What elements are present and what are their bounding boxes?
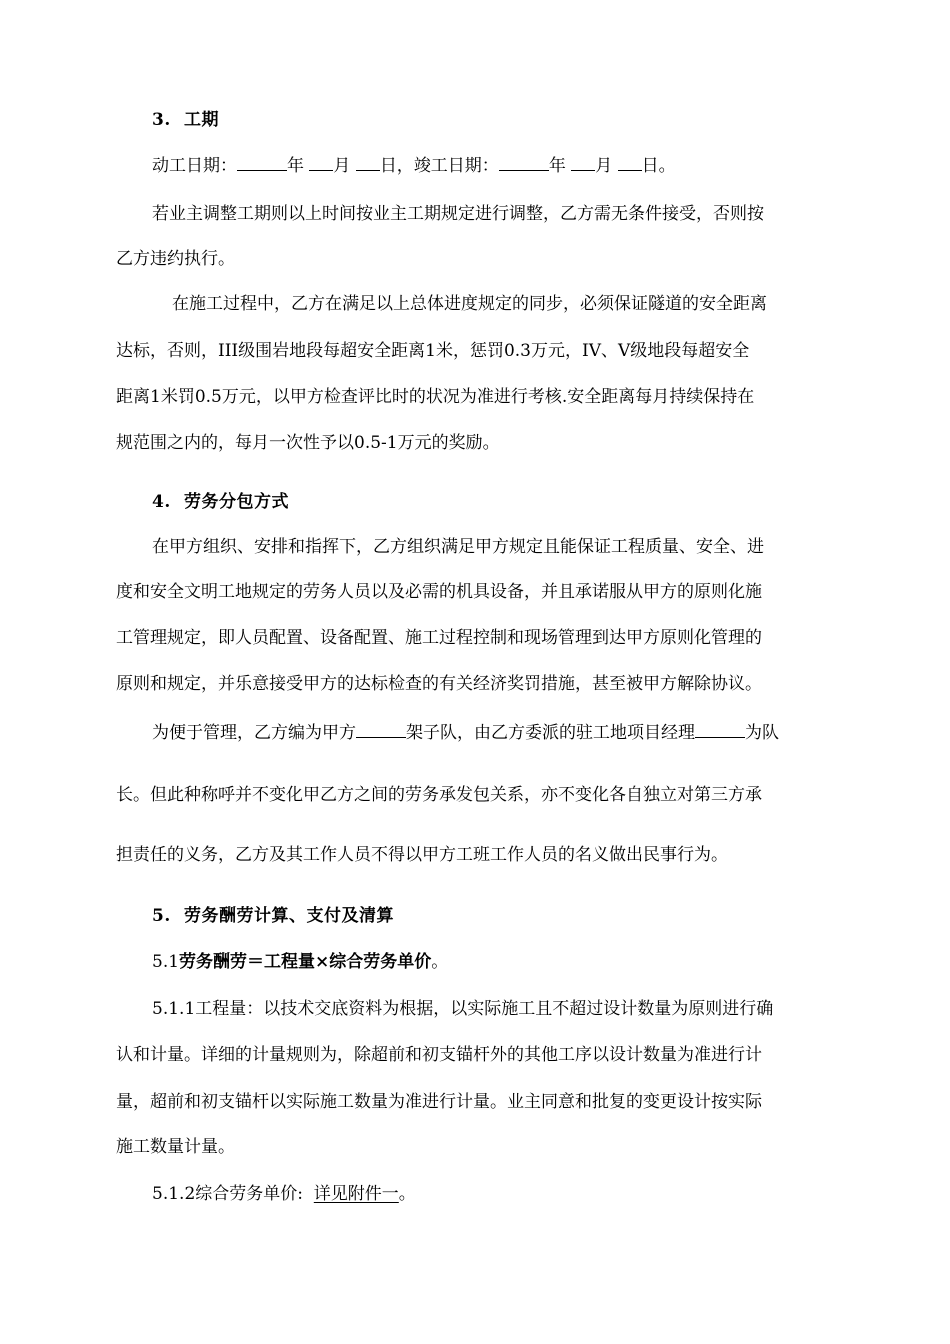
- formula-text: 劳务酬劳＝工程量×综合劳务单价: [179, 952, 432, 972]
- paragraph-line: 乙方违约执行。: [116, 249, 235, 269]
- blank-team-name: [356, 720, 406, 738]
- clause-number: 5.1: [152, 952, 180, 972]
- text-segment: 。: [431, 952, 449, 972]
- date-line: [152, 153, 676, 178]
- paragraph-line: 距离1米罚0.5万元，以甲方检查评比时的状况为准进行考核.安全距离每月持续保持在: [116, 387, 755, 407]
- blank-end-year: [499, 153, 549, 171]
- paragraph-line: 原则和规定，并乐意接受甲方的达标检查的有关经济奖罚措施，甚至被甲方解除协议。: [116, 674, 762, 694]
- blank-manager-name: [695, 720, 745, 738]
- blank-start-year: [237, 153, 287, 171]
- start-date-label: 动工日期：: [152, 156, 237, 176]
- section-4-heading: [152, 490, 289, 514]
- section-title: 劳务酬劳计算、支付及清算: [184, 906, 394, 926]
- paragraph-line: 在施工过程中，乙方在满足以上总体进度规定的同步，必须保证隧道的安全距离: [172, 294, 767, 314]
- end-year-label: 年: [548, 156, 566, 176]
- text-segment: 架子队，由乙方委派的驻工地项目经理: [406, 723, 695, 743]
- unit-price-line: [152, 1182, 416, 1206]
- blank-start-month: [309, 153, 333, 171]
- end-month-label: 月: [595, 156, 613, 176]
- paragraph-line: 若业主调整工期则以上时间按业主工期规定进行调整，乙方需无条件接受，否则按: [152, 204, 764, 224]
- paragraph-line: 5.1.1工程量：以技术交底资料为根据，以实际施工且不超过设计数量为原则进行确: [152, 999, 774, 1019]
- paragraph-line: 量，超前和初支锚杆以实际施工数量为准进行计量。业主同意和批复的变更设计按实际: [116, 1092, 762, 1112]
- section-title: 劳务分包方式: [184, 492, 289, 512]
- unit-price-label: 5.1.2综合劳务单价:: [152, 1184, 303, 1204]
- paragraph-line: 认和计量。详细的计量规则为，除超前和初支锚杆外的其他工序以设计数量为准进行计: [116, 1045, 762, 1065]
- paragraph-line: 长。但此种称呼并不变化甲乙方之间的劳务承发包关系，亦不变化各自独立对第三方承: [116, 785, 762, 805]
- end-date-label: 竣工日期：: [413, 156, 499, 176]
- section-3-heading: [152, 108, 219, 132]
- paragraph-line: 规范围之内的，每月一次性予以0.5-1万元的奖励。: [116, 433, 500, 453]
- section-title: 工期: [184, 110, 219, 130]
- day-label: 日，: [379, 156, 414, 176]
- paragraph-line: 工管理规定，即人员配置、设备配置、施工过程控制和现场管理到达甲方原则化管理的: [116, 628, 762, 648]
- paragraph-line: 在甲方组织、安排和指挥下，乙方组织满足甲方规定且能保证工程质量、安全、进: [152, 537, 764, 557]
- unit-price-reference: 详见附件一: [313, 1184, 399, 1204]
- section-number: 3.: [152, 110, 171, 130]
- formula-line: [152, 950, 448, 974]
- paragraph-line: 达标，否则，III级围岩地段每超安全距离1米，惩罚0.3万元，IV、V级地段每超安全: [116, 341, 750, 361]
- end-day-label: 日。: [641, 156, 676, 176]
- month-label: 月: [333, 156, 351, 176]
- section-5-heading: [152, 904, 394, 928]
- section-number: 4.: [152, 492, 171, 512]
- team-assignment-line: [152, 720, 779, 745]
- year-label: 年: [287, 156, 304, 176]
- paragraph-line: 担责任的义务，乙方及其工作人员不得以甲方工班工作人员的名义做出民事行为。: [116, 845, 728, 865]
- paragraph-line: 度和安全文明工地规定的劳务人员以及必需的机具设备，并且承诺服从甲方的原则化施: [116, 582, 762, 602]
- blank-end-month: [571, 153, 595, 171]
- text-segment: 为便于管理，乙方编为甲方: [152, 723, 356, 743]
- text-segment: 为队: [745, 723, 779, 743]
- text-segment: 。: [398, 1184, 416, 1204]
- blank-end-day: [618, 153, 642, 171]
- section-number: 5.: [152, 906, 171, 926]
- paragraph-line: 施工数量计量。: [116, 1137, 235, 1157]
- blank-start-day: [356, 153, 380, 171]
